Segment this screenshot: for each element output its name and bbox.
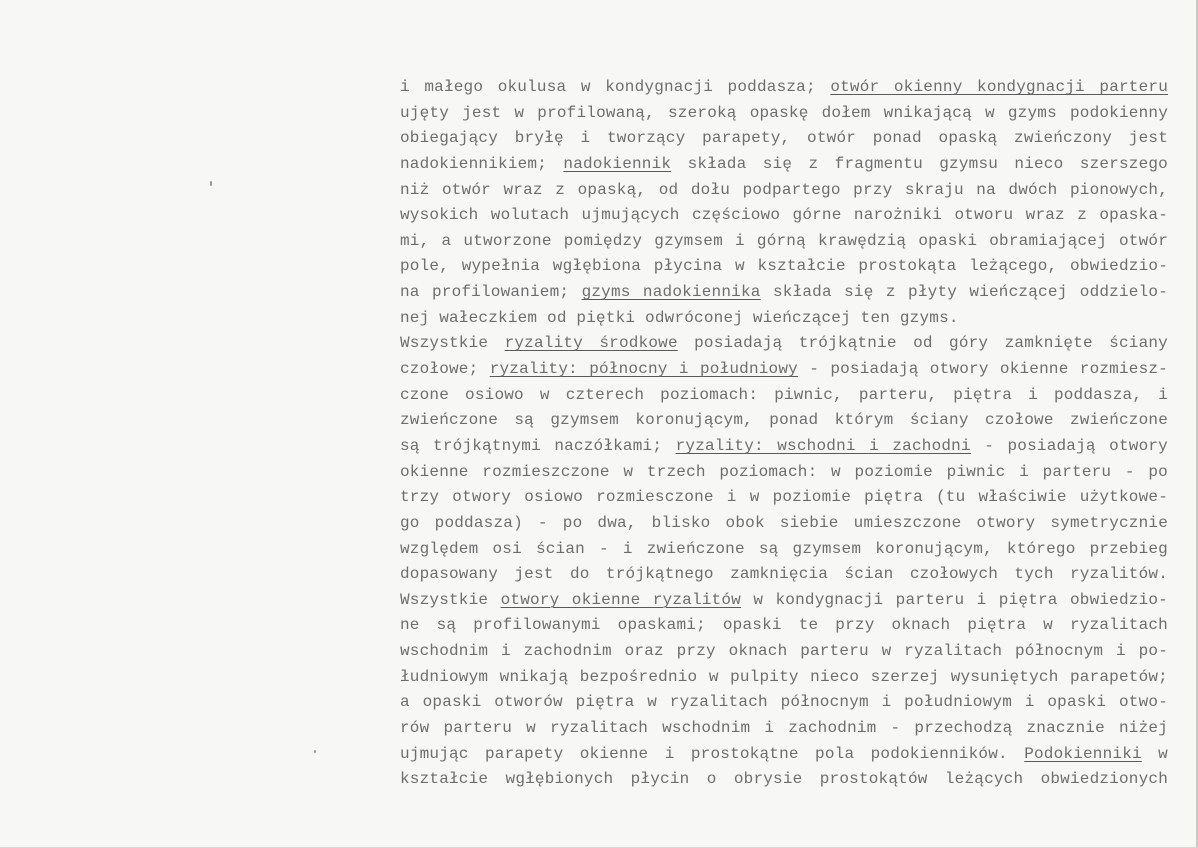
line-text: w — [1158, 744, 1168, 763]
text-line — [400, 126, 1168, 152]
underlined-term: ryzality: wschodni i zachodni — [675, 436, 971, 455]
line-text: nadokiennikiem; — [400, 154, 548, 173]
text-line — [400, 75, 1168, 101]
text-line — [400, 408, 1168, 434]
text-line — [400, 280, 1168, 306]
line-text: niż otwór wraz z opaską, od dołu podpartego przy skraju na dwóch pionowych, — [400, 180, 1168, 199]
text-line — [400, 229, 1168, 255]
line-text: zwieńczone są gzymsem koronującym, ponad którym ściany czołowe zwieńczone — [400, 411, 1168, 430]
line-text: w kondygnacji parteru i piętra obwiedzio- — [753, 590, 1168, 609]
line-text: ujmując parapety okienne i prostokątne pola podokienników. — [400, 744, 1008, 763]
text-line — [400, 460, 1168, 486]
text-line — [400, 767, 1168, 793]
underlined-term: gzyms nadokiennika — [581, 283, 761, 302]
line-text: składa się z fragmentu gzymsu nieco szerszego — [687, 154, 1168, 173]
line-text: pole, wypełnia wgłębiona płycina w kształcie prostokąta leżącego, obwiedzio- — [400, 257, 1168, 276]
text-line — [400, 306, 1168, 332]
scan-speck — [210, 181, 212, 186]
text-line — [400, 639, 1168, 665]
line-text: okienne rozmieszczone w trzech poziomach: w poziomie piwnic i parteru - po — [400, 462, 1168, 481]
text-line — [400, 665, 1168, 691]
line-text: - posiadają otwory — [984, 436, 1168, 455]
text-line — [400, 101, 1168, 127]
line-text: czone osiowo w czterech poziomach: piwnic, parteru, piętra i poddasza, i — [400, 385, 1168, 404]
line-text: łudniowym wnikają bezpośrednio w pulpity nieco szerzej wysuniętych parapetów; — [400, 667, 1168, 686]
line-text: dopasowany jest do trójkątnego zamknięcia ścian czołowych tych ryzalitów. — [400, 565, 1168, 584]
text-line — [400, 716, 1168, 742]
text-line — [400, 562, 1168, 588]
line-text: trzy otwory osiowo rozmiesczone i w poziomie piętra (tu właściwie użytkowe- — [400, 488, 1168, 507]
line-text: ne są profilowanymi opaskami; opaski te przy oknach piętra w ryzalitach — [400, 616, 1168, 635]
line-text: są trójkątnymi naczółkami; — [400, 436, 663, 455]
line-text: względem osi ścian - i zwieńczone są gzymsem koronującym, którego przebieg — [400, 539, 1168, 558]
text-line — [400, 485, 1168, 511]
line-text: wschodnim i zachodnim oraz przy oknach parteru w ryzalitach północnym i po- — [400, 642, 1168, 661]
text-line — [400, 357, 1168, 383]
text-line — [400, 152, 1168, 178]
scan-speck — [314, 750, 316, 753]
line-text: wysokich wolutach ujmujących częściowo górne narożniki otworu wraz z opaska- — [400, 206, 1168, 225]
text-line — [400, 511, 1168, 537]
text-line — [400, 588, 1168, 614]
text-line — [400, 254, 1168, 280]
line-text: obiegający bryłę i tworzący parapety, otwór ponad opaską zwieńczony jest — [400, 129, 1168, 148]
underlined-term: otwory okienne ryzalitów — [500, 590, 741, 609]
text-line — [400, 203, 1168, 229]
typewritten-text-block — [400, 75, 1168, 793]
text-line — [400, 613, 1168, 639]
underlined-term: Podokienniki — [1024, 744, 1142, 763]
line-text: rów parteru w ryzalitach wschodnim i zachodnim - przechodzą znacznie niżej — [400, 719, 1168, 738]
line-text: kształcie wgłębionych płycin o obrysie prostokątów leżących obwiedzionych — [400, 770, 1168, 789]
line-text: nej wałeczkiem od piętki odwróconej wieńczącej ten gzyms. — [400, 308, 959, 327]
text-line — [400, 178, 1168, 204]
underlined-term: ryzality środkowe — [504, 334, 678, 353]
line-text: Wszystkie — [400, 590, 489, 609]
text-line — [400, 383, 1168, 409]
line-text: składa się z płyty wieńczącej oddzielo- — [772, 283, 1168, 302]
line-text: i małego okulusa w kondygnacji poddasza; — [400, 78, 816, 96]
line-text: - posiadają otwory okienne rozmiesz- — [809, 360, 1168, 379]
line-text: mi, a utworzone pomiędzy gzymsem i górną krawędzią opaski obramiającej otwór — [400, 231, 1168, 250]
text-line — [400, 690, 1168, 716]
underlined-term: ryzality: północny i południowy — [489, 360, 798, 379]
line-text: Wszystkie — [400, 334, 489, 353]
line-text: czołowe; — [400, 360, 479, 379]
line-text: ujęty jest w profilowaną, szeroką opaskę dołem wnikającą w gzyms podokienny — [400, 103, 1168, 122]
text-line — [400, 537, 1168, 563]
text-line — [400, 434, 1168, 460]
line-text: go poddasza) - po dwa, blisko obok siebie umieszczone otwory symetrycznie — [400, 513, 1168, 532]
underlined-term: otwór okienny kondygnacji parteru — [830, 78, 1169, 96]
line-text: posiadają trójkątnie od góry zamknięte ściany — [694, 334, 1168, 353]
text-line — [400, 331, 1168, 357]
line-text: na profilowaniem; — [400, 283, 570, 302]
underlined-term: nadokiennik — [563, 154, 672, 173]
line-text: a opaski otworów piętra w ryzalitach północnym i południowym i opaski otwo- — [400, 693, 1168, 712]
text-line — [400, 742, 1168, 768]
